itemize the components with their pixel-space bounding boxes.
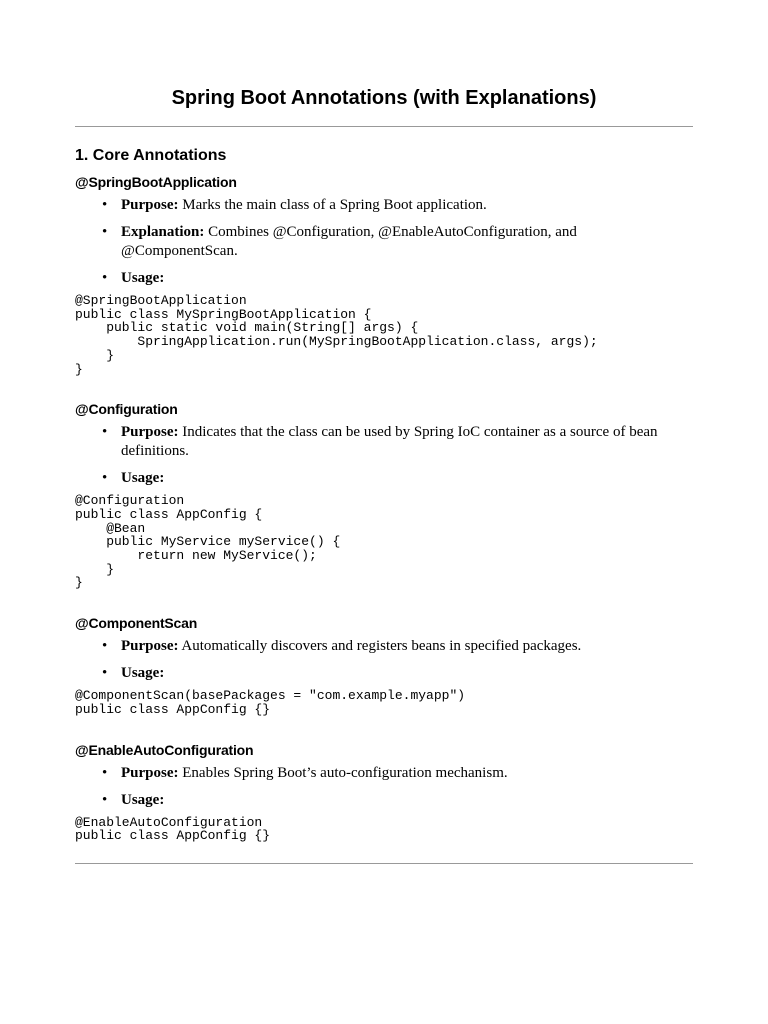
- bullet-item: [75, 269, 693, 288]
- bullet-item: [75, 196, 693, 215]
- annotation-section: [75, 612, 693, 716]
- annotation-title: @SpringBootApplication: [75, 174, 237, 190]
- bullet-marker: •: [102, 638, 108, 655]
- bullet-list: [75, 196, 693, 288]
- bullet-label: Purpose:: [121, 764, 179, 781]
- bullet-marker: •: [102, 665, 108, 682]
- bullet-list: [75, 637, 693, 683]
- bullet-marker: •: [102, 270, 108, 286]
- bullet-label: Purpose:: [121, 424, 179, 441]
- bullet-text: Marks the main class of a Spring Boot application.: [178, 197, 487, 213]
- bullet-text: Combines @Configuration, @EnableAutoConfiguration, and @ComponentScan.: [121, 224, 577, 259]
- section-heading: 1. Core Annotations: [75, 147, 227, 164]
- bullet-label: Usage:: [121, 665, 165, 682]
- bullet-item: [75, 637, 693, 656]
- bullet-item: [75, 764, 693, 783]
- bullet-marker: •: [102, 424, 108, 441]
- bullet-text: Enables Spring Boot’s auto-configuration mechanism.: [178, 764, 508, 781]
- code-block: @EnableAutoConfiguration public class AppConfig {}: [75, 814, 271, 844]
- code-block: @SpringBootApplication public class MySpringBootApplication { public static void main(String[] args) { SpringApplication.run(MySpringBootApplication.class, args); } }: [75, 293, 598, 377]
- bullet-text: Indicates that the class can be used by Spring IoC container as a source of bean definitions.: [121, 424, 658, 460]
- bullet-item: [75, 791, 693, 810]
- bullet-label: Usage:: [121, 791, 165, 808]
- bullet-text: Automatically discovers and registers beans in specified packages.: [178, 638, 582, 655]
- annotation-list: [75, 171, 693, 843]
- bottom-divider: [75, 863, 693, 864]
- bullet-list: [75, 423, 693, 488]
- bullet-marker: •: [102, 470, 108, 487]
- bullet-marker: •: [102, 197, 108, 213]
- bullet-label: Purpose:: [121, 638, 179, 655]
- annotation-section: [75, 398, 693, 590]
- annotation-title: @ComponentScan: [75, 615, 198, 632]
- code-block: @ComponentScan(basePackages = "com.example.myapp") public class AppConfig {}: [75, 688, 466, 717]
- bullet-item: [75, 664, 693, 683]
- annotation-section: [75, 171, 693, 376]
- annotation-section: [75, 739, 693, 843]
- title-divider: [75, 126, 693, 127]
- bullet-marker: •: [102, 764, 108, 781]
- bullet-label: Usage:: [121, 270, 165, 286]
- bullet-item: [75, 223, 693, 261]
- bullet-label: Usage:: [121, 470, 165, 487]
- bullet-list: [75, 764, 693, 810]
- bullet-label: Explanation:: [121, 224, 205, 240]
- document-title: Spring Boot Annotations (with Explanations): [171, 87, 597, 109]
- annotation-title: @Configuration: [75, 401, 178, 418]
- bullet-marker: •: [102, 791, 108, 808]
- code-block: @Configuration public class AppConfig { @Bean public MyService myService() { return new MyService(); } }: [75, 493, 341, 591]
- document-page: [75, 0, 693, 864]
- bullet-label: Purpose:: [121, 197, 179, 213]
- bullet-item: [75, 469, 693, 488]
- bullet-item: [75, 423, 693, 461]
- bullet-marker: •: [102, 224, 108, 240]
- annotation-title: @EnableAutoConfiguration: [75, 741, 254, 758]
